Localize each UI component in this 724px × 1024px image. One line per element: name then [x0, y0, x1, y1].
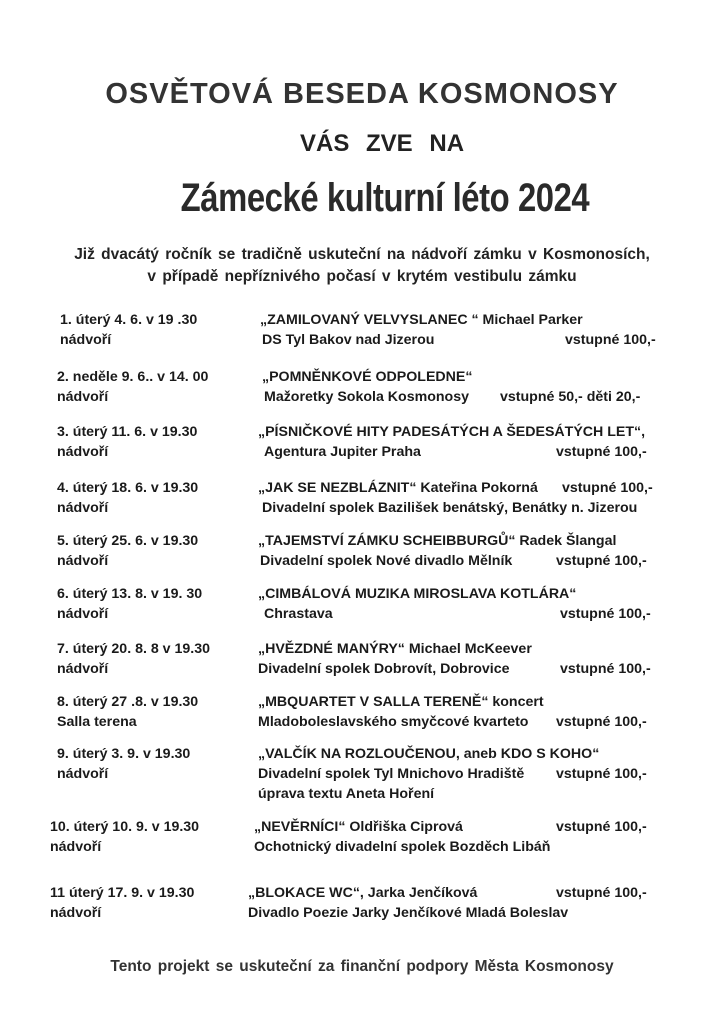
event-place: nádvoří: [57, 389, 109, 405]
event-place: nádvoří: [57, 661, 109, 677]
event-title: „BLOKACE WC“, Jarka Jenčíková: [248, 885, 478, 901]
intro-line-1: Již dvacátý ročník se tradičně uskuteční na nádvoří zámku v Kosmonosích,: [74, 246, 650, 263]
event-price: vstupné 100,-: [556, 885, 647, 901]
event-price: vstupné 100,-: [560, 606, 651, 622]
event-price: vstupné 100,-: [560, 661, 651, 677]
event-title: „POMNĚNKOVÉ ODPOLEDNE“: [262, 369, 473, 385]
sponsor-footer: Tento projekt se uskuteční za finanční podpory Města Kosmonosy: [110, 958, 614, 975]
event-date: 9. úterý 3. 9. v 19.30: [57, 746, 191, 762]
event-title: „PÍSNIČKOVÉ HITY PADESÁTÝCH A ŠEDESÁTÝCH LET“,: [258, 424, 646, 440]
event-price: vstupné 50,- děti 20,-: [500, 389, 641, 405]
event-date: 11 úterý 17. 9. v 19.30: [50, 885, 195, 901]
event-title: „JAK SE NEZBLÁZNIT“ Kateřina Pokorná: [258, 480, 538, 496]
event-performer: Divadelní spolek Nové divadlo Mělník: [260, 553, 513, 569]
event-place: nádvoří: [50, 839, 102, 855]
event-place: nádvoří: [57, 444, 109, 460]
event-performer: Chrastava: [264, 606, 333, 622]
event-date: 5. úterý 25. 6. v 19.30: [57, 533, 199, 549]
event-title: „ZAMILOVANÝ VELVYSLANEC “ Michael Parker: [260, 312, 583, 328]
event-performer: Agentura Jupiter Praha: [264, 444, 421, 460]
event-price: vstupné 100,-: [565, 332, 656, 348]
event-performer: Divadelní spolek Bazilišek benátský, Benátky n. Jizerou: [262, 500, 638, 516]
event-performer: Ochotnický divadelní spolek Bozděch Libáň: [254, 839, 551, 855]
event-title: „MBQUARTET V SALLA TERENĚ“ koncert: [258, 694, 544, 710]
event-place: nádvoří: [57, 766, 109, 782]
event-title: „CIMBÁLOVÁ MUZIKA MIROSLAVA KOTLÁRA“: [258, 586, 577, 602]
event-date: 6. úterý 13. 8. v 19. 30: [57, 586, 203, 602]
festival-title: Zámecké kulturní léto 2024: [180, 176, 590, 220]
event-place: nádvoří: [57, 606, 109, 622]
event-note: úprava textu Aneta Hoření: [258, 786, 435, 802]
event-price: vstupné 100,-: [556, 766, 647, 782]
event-place: nádvoří: [50, 905, 102, 921]
event-date: 8. úterý 27 .8. v 19.30: [57, 694, 199, 710]
event-performer: Divadelní spolek Dobrovít, Dobrovice: [258, 661, 510, 677]
event-price: vstupné 100,-: [556, 553, 647, 569]
event-date: 2. neděle 9. 6.. v 14. 00: [57, 369, 209, 385]
event-price: vstupné 100,-: [556, 444, 647, 460]
event-title: „HVĚZDNÉ MANÝRY“ Michael McKeever: [258, 641, 532, 657]
event-place: nádvoří: [57, 500, 109, 516]
invite-heading: VÁS ZVE NA: [300, 130, 465, 157]
event-performer: Mažoretky Sokola Kosmonosy: [264, 389, 469, 405]
event-date: 1. úterý 4. 6. v 19 .30: [60, 312, 198, 328]
event-performer: Mladoboleslavského smyčcové kvarteto: [258, 714, 529, 730]
event-date: 7. úterý 20. 8. 8 v 19.30: [57, 641, 211, 657]
event-place: nádvoří: [57, 553, 109, 569]
event-performer: Divadelní spolek Tyl Mnichovo Hradiště: [258, 766, 525, 782]
event-date: 10. úterý 10. 9. v 19.30: [50, 819, 200, 835]
event-performer: Divadlo Poezie Jarky Jenčíkové Mladá Boleslav: [248, 905, 569, 921]
event-place: nádvoří: [60, 332, 112, 348]
event-performer: DS Tyl Bakov nad Jizerou: [262, 332, 435, 348]
event-title: „NEVĚRNÍCI“ Oldřiška Ciprová: [254, 819, 463, 835]
event-price: vstupné 100,-: [556, 819, 647, 835]
intro-line-2: v případě nepříznivého počasí v krytém vestibulu zámku: [147, 268, 577, 285]
event-date: 3. úterý 11. 6. v 19.30: [57, 424, 198, 440]
organizer-heading: OSVĚTOVÁ BESEDA KOSMONOSY: [105, 78, 619, 110]
event-price: vstupné 100,-: [556, 714, 647, 730]
event-title: „VALČÍK NA ROZLOUČENOU, aneb KDO S KOHO“: [258, 746, 600, 762]
event-title: „TAJEMSTVÍ ZÁMKU SCHEIBBURGŮ“ Radek Šlangal: [258, 533, 617, 549]
event-place: Salla terena: [57, 714, 137, 730]
event-date: 4. úterý 18. 6. v 19.30: [57, 480, 199, 496]
event-price: vstupné 100,-: [562, 480, 653, 496]
